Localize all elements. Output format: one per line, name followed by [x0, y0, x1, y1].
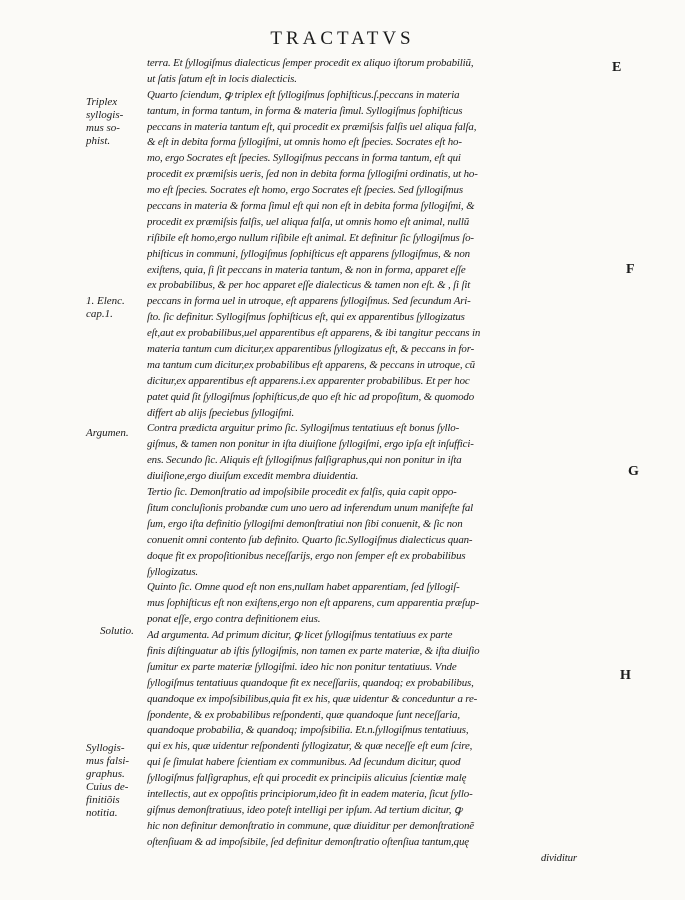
text-line: intellectis, aut ex oppoſitis principiorum,ideo fit in eadem materia, ſicut ſyllo- — [147, 787, 473, 800]
text-line: procedit ex præmiſsis falſis, uel aliqua falſa, ut omnis homo eſt animal, nullũ — [147, 215, 470, 228]
margin-line: phist. — [86, 135, 111, 147]
margin-note-syllogismus-falsigraphus — [86, 742, 148, 820]
text-line: giſmus demonſtratiuus, ideo poteſt intelligi per ipſum. Ad tertium dicitur, ꝙ — [147, 803, 462, 816]
text-line: ma tantum cum dicitur,ex probabilibus eſt apparens, & peccans in utroque, cũ — [147, 358, 475, 371]
text-line: mo eſt ſpecies. Socrates eſt homo, ergo Socrates eſt ſpecies. Sed ſyllogiſmus — [147, 184, 463, 197]
text-line: conuenit omni contento ſub definito. Quarto ſic.Syllogiſmus dialecticus quan- — [147, 533, 473, 546]
text-line: ſitum concluſionis probandæ cum uno uero ad inferendum unum manifeſte fal — [147, 501, 474, 514]
text-line: hic non definitur demonſtratio in commune, quæ diuiditur per demonſtrationẽ — [147, 819, 474, 832]
text-line: ex probabilibus, & per hoc apparet eſſe dialecticus & tamen non eſt. & , ſi ſit — [147, 279, 471, 292]
signature-mark-e: E — [612, 60, 622, 75]
margin-note-triplex — [86, 96, 148, 148]
text-line: doque fit ex propoſitionibus neceſſarijs, ergo non ſemper eſt ex probabilibus — [147, 549, 466, 562]
margin-line: mus so- — [86, 122, 120, 134]
text-line: ſumitur ex parte materiæ ſyllogiſmi. ideo hic non ponitur tentatiuus. Vnde — [147, 660, 457, 673]
text-line: quandoque probabilia, & quandoq; impoſsibilia. Et.n.ſyllogiſmus tentatiuus, — [147, 724, 469, 737]
margin-line: syllogis- — [86, 109, 124, 121]
text-line: quandoque ex impoſsibilibus,quia fit ex his, quæ uidentur & conceduntur a re- — [147, 692, 478, 705]
margin-note-argumen — [86, 427, 148, 440]
text-line: patet quid ſit ſyllogiſmus ſophiſticus,de quo eſt hic ad propoſitum, & quomodo — [147, 390, 474, 403]
text-line: ſyllogizatus. — [147, 565, 198, 578]
margin-line: Syllogis- — [86, 742, 125, 754]
margin-line: Solutio. — [100, 625, 134, 637]
text-line: Quinto ſic. Omne quod eſt non ens,nullam habet apparentiam, ſed ſyllogiſ- — [147, 581, 460, 594]
text-line: diuiſione,ergo diuiſum excedit membra diuidentia. — [147, 470, 359, 483]
text-line: & eſt in debita forma ſyllogiſmi, ut omnis homo eſt ſpecies. Socrates eſt ho- — [147, 136, 462, 149]
text-line: procedit ex præmiſsis ueris, ſed non in debita forma ſyllogiſmi ordinatis, ut ho- — [147, 168, 478, 181]
text-line: peccans in materia & forma ſimul eſt qui non eſt in debita forma ſyllogiſmi, & — [147, 200, 475, 213]
text-line: ponat eſſe, ergo contra definitionem eius. — [147, 613, 321, 626]
text-line: Ad argumenta. Ad primum dicitur, ꝙ licet ſyllogiſmus tentatiuus ex parte — [147, 629, 453, 642]
text-line: giſmus, & tamen non ponitur in iſta diuiſione ſyllogiſmi, ergo ipſa eſt inſuffici- — [147, 438, 474, 451]
text-line: ut ſatis ſatum eſt in locis dialecticis. — [147, 72, 297, 85]
text-line: eſt,aut ex probabilibus,uel apparentibus eſt apparens, & ibi tangitur peccans in — [147, 327, 481, 340]
signature-mark-g: G — [628, 464, 639, 479]
margin-note-elenc — [86, 295, 148, 321]
text-line: oſtenſiuam & ad impoſsibile, ſed definitur demonſtratio oſtenſiua tantum,quę — [147, 835, 469, 848]
text-line: ens. Secundo ſic. Aliquis eſt ſyllogiſmus falſigraphus,qui non ponitur in iſta — [147, 454, 462, 467]
text-line: dicitur,ex apparentibus eſt apparens.i.ex apparenter probabilibus. Et per hoc — [147, 374, 470, 387]
text-line: Tertio ſic. Demonſtratio ad impoſsibile procedit ex falſis, quia capit oppo- — [147, 486, 457, 499]
text-line: peccans in materia tantum eſt, qui procedit ex præmiſsis falſis uel aliqua falſa, — [147, 120, 477, 133]
text-line: peccans in forma uel in utroque, eſt apparens ſyllogiſmus. Sed ſecundum Ari- — [147, 295, 471, 308]
margin-line: finitiõis — [86, 794, 120, 806]
text-line: terra. Et ſyllogiſmus dialecticus ſemper procedit ex aliquo iſtorum probabiliũ, — [147, 57, 474, 69]
margin-line: graphus. — [86, 768, 125, 780]
text-line: ſyllogiſmus falſigraphus, eſt qui procedit ex principiis alicuius ſcientiæ malę — [147, 772, 467, 785]
margin-line: Cuius de- — [86, 781, 129, 793]
text-line: ſto. ſic definitur. Syllogiſmus ſophiſticus eſt, qui ex apparentibus ſyllogizatus — [147, 311, 465, 324]
text-line: Contra prædicta arguitur primo ſic. Syllogiſmus tentatiuus eſt bonus ſyllo- — [147, 422, 460, 435]
margin-line: 1. Elenc. — [86, 295, 125, 307]
margin-line: Argumen. — [86, 427, 129, 439]
text-line: qui ex his, quæ uidentur reſpondenti ſyllogizatur, & quæ neceſſe eſt eum ſcire, — [147, 740, 473, 753]
body-text — [147, 56, 617, 866]
margin-line: notitia. — [86, 807, 118, 819]
text-line: mo, ergo Socrates eſt ſpecies. Syllogiſmus peccans in forma tantum, eſt qui — [147, 152, 461, 165]
signature-mark-h: H — [620, 668, 631, 683]
text-line: phiſticus in communi, ſyllogiſmus ſophiſticus eſt apparens ſyllogiſmus, & non — [147, 247, 470, 260]
margin-line: cap.1. — [86, 308, 113, 320]
margin-line: mus falsi- — [86, 755, 130, 767]
text-line: finis diſtinguatur ab iſtis ſyllogiſmis, non tamen ex parte materiæ, & iſta diuiſio — [147, 644, 480, 657]
text-line: dividitur — [540, 851, 577, 864]
text-line: mus ſophiſticus eſt non exiſtens,ergo non eſt apparens, cum apparentia præſup- — [147, 597, 479, 610]
text-line: exiſtens, quia, ſi ſit peccans in materia tantum, & non in forma, apparet eſſe — [147, 263, 466, 276]
text-line: ſpondente, & ex probabilibus reſpondenti, quæ quandoque ſunt neceſſaria, — [147, 708, 460, 721]
running-header: TRACTATVS — [270, 28, 415, 49]
text-line: materia tantum cum dicitur,ex apparentibus ſyllogizatus eſt, & peccans in for- — [147, 343, 475, 356]
text-line: tantum, in forma tantum, in forma & materia ſimul. Syllogiſmus ſophiſticus — [147, 104, 463, 117]
text-line: ſum, ergo iſta definitio ſyllogiſmi demonſtratiui non ſibi conuenit, & ſic non — [147, 517, 463, 530]
text-line: qui ſe ſimulat habere ſcientiam ex communibus. Ad ſecundum dicitur, quod — [147, 756, 461, 769]
text-line: ſyllogiſmus tentatiuus quandoque fit ex neceſſariis, quandoq; ex probabilibus, — [147, 676, 474, 689]
text-line: riſibile eſt homo,ergo nullum riſibile eſt animal. Et definitur ſic ſyllogiſmus ſo- — [147, 231, 474, 244]
margin-line: Triplex — [86, 96, 118, 108]
signature-mark-f: F — [626, 262, 635, 277]
text-line: differt ab alijs ſpeciebus ſyllogiſmi. — [147, 406, 295, 419]
text-line: Quarto ſciendum, ꝙ triplex eſt ſyllogiſmus ſophiſticus.ſ.peccans in materia — [147, 88, 460, 101]
